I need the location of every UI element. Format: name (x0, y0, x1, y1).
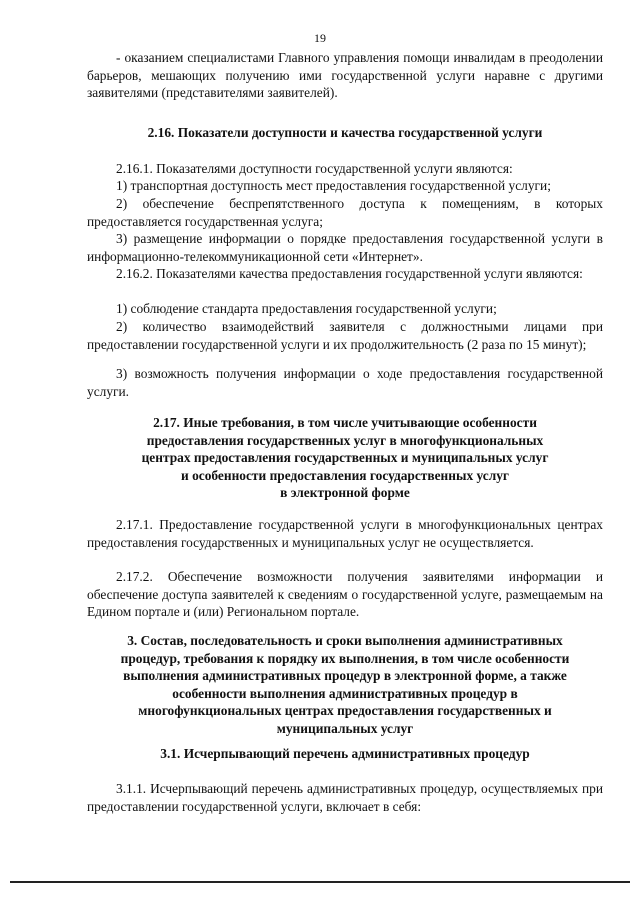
heading-line: выполнения административных процедур в электронной форме, а также (123, 668, 567, 684)
paragraph-3-1-1: 3.1.1. Исчерпывающий перечень административных процедур, осуществляемых при предоставлении государственной услуги, включает в себя: (87, 781, 603, 814)
section-heading-2-16: 2.16. Показатели доступности и качества государственной услуги (147, 125, 543, 140)
heading-line: процедур, требования к порядку их выполнения, в том числе особенности (120, 650, 570, 666)
paragraph-2-16-2: 2.16.2. Показателями качества предоставления государственной услуги являются: (116, 266, 583, 281)
paragraph-2-17-1: 2.17.1. Предоставление государственной услуги в многофункциональных центрах предоставления государственных и муниципальных услуг не осуществляется. (87, 517, 603, 550)
heading-line: муниципальных услуг (276, 720, 414, 736)
list-item-2-16-2-1: 1) соблюдение стандарта предоставления государственной услуги; (116, 301, 497, 316)
section-heading-3 (84, 632, 606, 738)
heading-line: многофункциональных центрах предоставления государственных и (138, 703, 552, 719)
list-item-2-16-1-3: 3) размещение информации о порядке предоставления государственной услуги в информационно-телекоммуникационной сети «Интернет». (87, 231, 603, 264)
heading-line: центрах предоставления государственных и муниципальных услуг (141, 450, 549, 466)
heading-line: в электронной форме (280, 485, 410, 501)
heading-line: 2.17. Иные требования, в том числе учитывающие особенности (153, 415, 537, 430)
list-item-2-16-1-2: 2) обеспечение беспрепятственного доступа к помещениям, в которых предоставляется государственная услуга; (87, 196, 603, 229)
bottom-scan-rule (10, 881, 630, 883)
list-item-2-16-2-3: 3) возможность получения информации о ходе предоставления государственной услуги. (87, 366, 603, 399)
heading-line: и особенности предоставления государственных услуг (181, 467, 509, 483)
section-heading-3-1: 3.1. Исчерпывающий перечень административных процедур (160, 746, 530, 761)
section-heading-2-17 (84, 414, 606, 502)
heading-line: 3. Состав, последовательность и сроки выполнения административных (127, 633, 563, 648)
list-item-2-16-2-2: 2) количество взаимодействий заявителя с должностными лицами при предоставлении государственной услуги и их продолжительность (2 раза по 15 минут); (87, 319, 603, 352)
heading-line: предоставления государственных услуг в многофункциональных (146, 432, 544, 448)
paragraph-2-17-2: 2.17.2. Обеспечение возможности получения заявителями информации и обеспечение доступа заявителей к сведениям о государственной услуге, размещаемым на Едином портале и (или) Региональном портале. (87, 569, 603, 620)
paragraph-barriers: - оказанием специалистами Главного управления помощи инвалидам в преодолении барьеров, мешающих получению ими государственной услуги наравне с другими заявителями (представителями заявителей). (87, 50, 603, 101)
page-number: 19 (314, 31, 326, 45)
paragraph-2-16-1: 2.16.1. Показателями доступности государственной услуги являются: (116, 161, 513, 176)
list-item-2-16-1-1: 1) транспортная доступность мест предоставления государственной услуги; (116, 178, 551, 193)
heading-line: особенности выполнения административных процедур в (172, 685, 518, 701)
